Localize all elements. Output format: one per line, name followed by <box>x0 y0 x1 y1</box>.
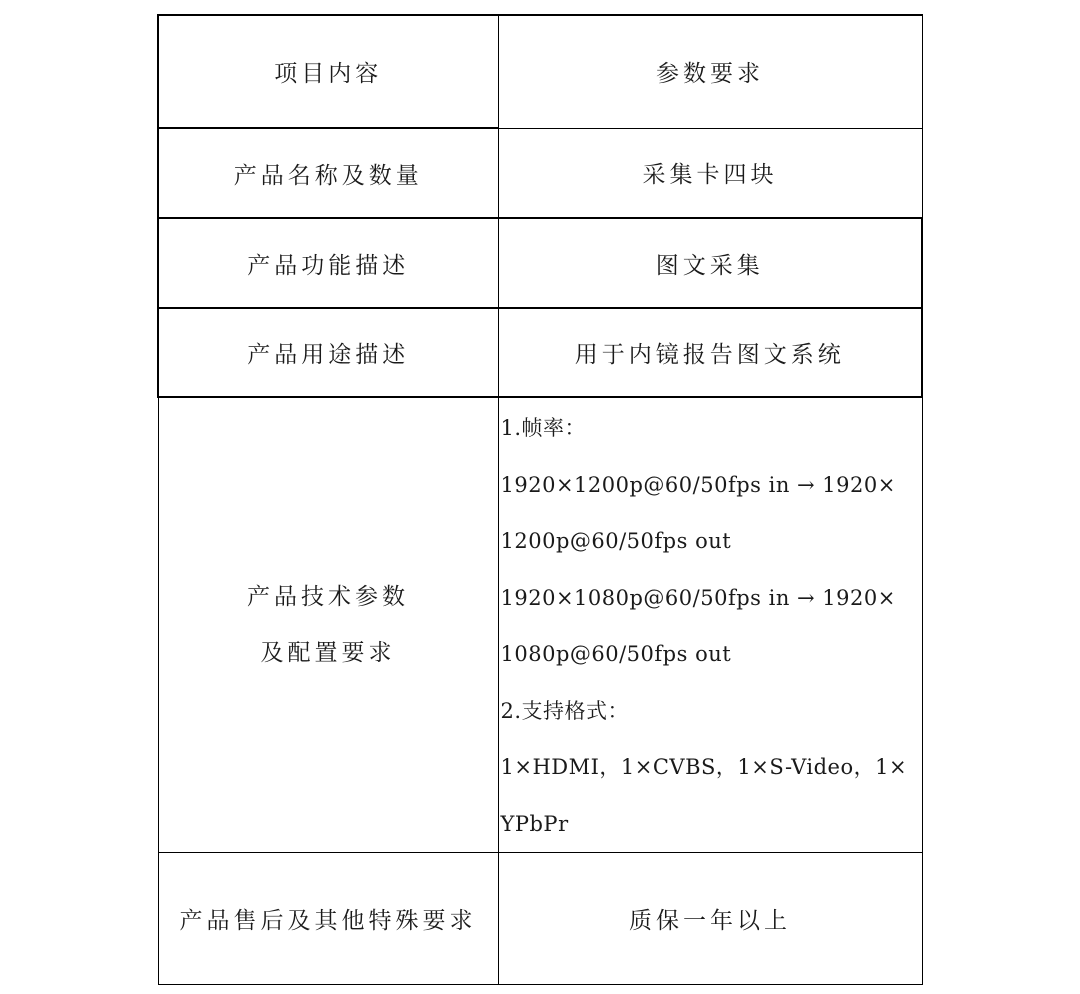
row-label-cell: 产品用途描述 <box>158 308 498 397</box>
tech-spec-line: 1920×1080p@60/50fps in → 1920× <box>500 585 896 610</box>
tech-spec-line: 1080p@60/50fps out <box>500 642 732 666</box>
row-value-cell: 图文采集 <box>498 218 922 308</box>
table-row <box>158 308 922 397</box>
header-item-cell: 项目内容 <box>158 15 498 128</box>
table-row-aftersale <box>158 853 922 985</box>
table-row-header <box>158 15 922 128</box>
row-label-cell: 产品名称及数量 <box>158 128 498 218</box>
header-param-cell: 参数要求 <box>498 15 922 128</box>
tech-spec-line: 1200p@60/50fps out <box>500 529 732 553</box>
tech-spec-line: 1×HDMI，1×CVBS，1×S-Video，1× <box>500 755 908 779</box>
tech-label-line1: 产品技术参数 <box>247 584 409 610</box>
aftersale-value-cell: 质保一年以上 <box>498 853 922 985</box>
row-value-cell: 用于内镜报告图文系统 <box>498 308 922 397</box>
tech-spec-line: 1.帧率： <box>500 416 587 440</box>
tech-label-line2: 及配置要求 <box>260 640 396 666</box>
tech-spec-line: YPbPr <box>500 811 569 836</box>
spec-table <box>157 14 923 985</box>
tech-spec-line: 2.支持格式： <box>500 698 630 723</box>
table-row <box>158 128 922 218</box>
row-label-cell: 产品功能描述 <box>158 218 498 308</box>
aftersale-label-cell: 产品售后及其他特殊要求 <box>158 853 498 985</box>
row-value-cell: 采集卡四块 <box>498 128 922 218</box>
tech-spec-line: 1920×1200p@60/50fps in → 1920× <box>500 472 896 497</box>
table-row <box>158 218 922 308</box>
tech-label-cell <box>158 397 498 853</box>
tech-spec-cell <box>498 397 922 853</box>
table-row-tech <box>158 397 922 853</box>
